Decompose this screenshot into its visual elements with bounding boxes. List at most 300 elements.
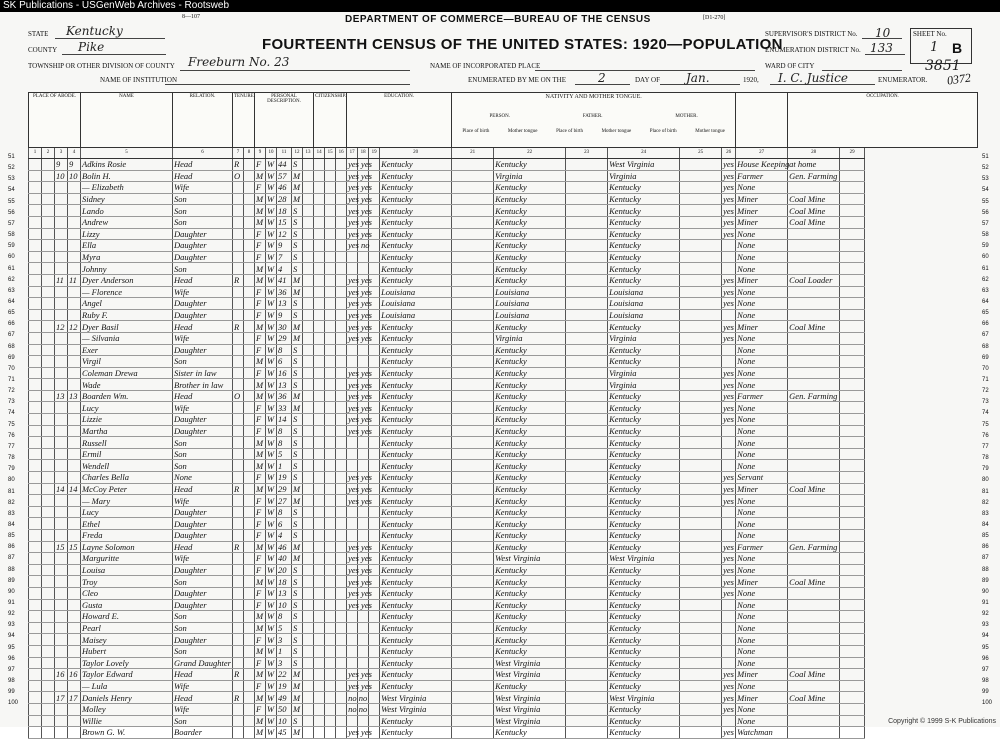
- cell-school: [336, 727, 347, 739]
- cell-name: Sidney: [81, 193, 173, 205]
- cell-natur: [314, 216, 325, 228]
- cell-race: W: [266, 390, 277, 402]
- cell-dwelling: [55, 599, 68, 611]
- cell-person-birth: Kentucky: [380, 622, 452, 634]
- cell-father-birth: Kentucky: [494, 483, 566, 495]
- sheet-label: SHEET No.: [913, 30, 947, 38]
- cell-occupation: None: [736, 553, 788, 565]
- column-number: 7: [233, 148, 244, 159]
- cell-natur-year: [325, 344, 336, 356]
- cell-sex: M: [255, 669, 266, 681]
- cell-class: [840, 240, 865, 252]
- cell-father-tongue: [566, 182, 608, 194]
- cell-tenure: R: [233, 483, 244, 495]
- cell-house: [42, 495, 55, 507]
- cell-name: Brown G. W.: [81, 727, 173, 739]
- cell-mortgage: [244, 587, 255, 599]
- cell-race: W: [266, 356, 277, 368]
- cell-occupation: House Keeping: [737, 159, 790, 170]
- cell-school: [336, 356, 347, 368]
- cell-industry: Gen. Farming: [788, 390, 840, 402]
- cell-street: [29, 414, 42, 426]
- cell-father-tongue: [566, 263, 608, 275]
- cell-age: 1: [277, 645, 292, 657]
- cell-immig: [303, 576, 314, 588]
- cell-name: Lucy: [81, 506, 173, 518]
- cell-read-write: [347, 506, 358, 518]
- cell-school: [336, 402, 347, 414]
- cell-street: [29, 703, 42, 715]
- cell-relation: Son: [173, 193, 233, 205]
- cell-house: [42, 379, 55, 391]
- cell-immig: [303, 472, 314, 484]
- cell-person-tongue: [452, 460, 494, 472]
- cell-person-tongue: [452, 622, 494, 634]
- cell-age: 1: [277, 460, 292, 472]
- cell-edu-a: [358, 611, 369, 623]
- cell-dwelling: [55, 657, 68, 669]
- cell-mother-tongue: [680, 344, 722, 356]
- cell-mother-tongue: [680, 645, 722, 657]
- cell-sex: F: [255, 159, 266, 171]
- cell-street: [29, 286, 42, 298]
- enumeration-value: 133: [870, 41, 893, 55]
- cell-mother-tongue: [680, 390, 722, 402]
- table-row: [29, 402, 978, 414]
- cell-immig: [303, 402, 314, 414]
- cell-edu-b: [369, 530, 380, 542]
- cell-school: [336, 622, 347, 634]
- cell-school: [336, 460, 347, 472]
- cell-person-tongue: [452, 251, 494, 263]
- cell-street: [29, 495, 42, 507]
- cell-marital: M: [292, 193, 303, 205]
- cell-tenure: [233, 715, 244, 727]
- cell-class: [840, 263, 865, 275]
- cell-marital: S: [292, 645, 303, 657]
- cell-occupation: Miner: [736, 669, 788, 681]
- cell-english: yes: [723, 286, 734, 297]
- cell-school: [336, 703, 347, 715]
- cell-relation: Daughter: [173, 425, 233, 437]
- line-number: 94: [8, 633, 15, 640]
- cell-occupation: Watchman: [736, 727, 788, 739]
- cell-marital: S: [292, 414, 303, 426]
- cell-mortgage: [244, 530, 255, 542]
- cell-father-tongue: [566, 274, 608, 286]
- form-code: [D1-270]: [703, 15, 726, 21]
- cell-marital: S: [292, 228, 303, 240]
- cell-natur: [314, 703, 325, 715]
- cell-mother-birth: Virginia: [608, 379, 680, 391]
- cell-sex: M: [255, 263, 266, 275]
- cell-class: [840, 541, 865, 553]
- sheet-value: 1: [930, 40, 939, 55]
- cell-person-birth: Kentucky: [380, 506, 452, 518]
- cell-age: 5: [277, 448, 292, 460]
- line-number: 64: [8, 298, 15, 305]
- cell-dwelling: [55, 367, 68, 379]
- cell-read-write: yes yes: [348, 170, 372, 181]
- cell-immig: [303, 309, 314, 321]
- cell-house: [42, 483, 55, 495]
- cell-marital: M: [292, 541, 303, 553]
- cell-race: W: [266, 216, 277, 228]
- cell-family: [68, 680, 81, 692]
- cell-family: [68, 530, 81, 542]
- cell-immig: [303, 622, 314, 634]
- table-row: [29, 216, 978, 228]
- cell-school: [336, 599, 347, 611]
- cell-industry: [788, 680, 840, 692]
- column-number: 27: [736, 148, 788, 159]
- cell-industry: [788, 657, 840, 669]
- cell-race: W: [266, 332, 277, 344]
- cell-age: 12: [277, 228, 292, 240]
- cell-mortgage: [244, 576, 255, 588]
- cell-family: 14: [68, 483, 81, 495]
- table-row: [29, 553, 978, 565]
- cell-house: [42, 356, 55, 368]
- cell-immig: [303, 193, 314, 205]
- cell-race: W: [266, 541, 277, 553]
- cell-immig: [303, 437, 314, 449]
- cell-mother-birth: Kentucky: [608, 321, 680, 333]
- cell-sex: M: [255, 356, 266, 368]
- cell-race: W: [266, 576, 277, 588]
- line-number: 86: [8, 544, 15, 551]
- cell-immig: [303, 251, 314, 263]
- line-number: 77: [982, 443, 989, 450]
- line-number: 59: [8, 243, 15, 250]
- column-number: 19: [369, 148, 380, 159]
- cell-street: [29, 472, 42, 484]
- cell-street: [29, 182, 42, 194]
- cell-school: [336, 576, 347, 588]
- cell-age: 29: [277, 483, 292, 495]
- cell-school: [336, 193, 347, 205]
- cell-street: [29, 460, 42, 472]
- cell-school: [336, 611, 347, 623]
- cell-natur: [314, 472, 325, 484]
- cell-edu-b: [369, 263, 380, 275]
- cell-read-write: [347, 715, 358, 727]
- cell-house: [42, 472, 55, 484]
- cell-street: [29, 240, 42, 252]
- cell-school: [336, 506, 347, 518]
- cell-family: [68, 657, 81, 669]
- cell-age: 27: [277, 495, 292, 507]
- cell-marital: S: [292, 599, 303, 611]
- cell-race: W: [266, 379, 277, 391]
- subhead-father: FATHER.: [582, 114, 603, 119]
- cell-age: 8: [277, 344, 292, 356]
- cell-english: yes: [723, 483, 734, 494]
- cell-school: [336, 309, 347, 321]
- cell-father-birth: Kentucky: [494, 356, 566, 368]
- cell-street: [29, 657, 42, 669]
- cell-mother-birth: Kentucky: [608, 356, 680, 368]
- cell-english: yes: [723, 194, 734, 205]
- cell-race: W: [266, 437, 277, 449]
- cell-name: Freda: [81, 530, 173, 542]
- cell-school: [336, 553, 347, 565]
- cell-class: [840, 321, 865, 333]
- cell-dwelling: [55, 216, 68, 228]
- cell-read-write: yes yes: [348, 576, 372, 587]
- cell-father-tongue: [566, 541, 608, 553]
- cell-family: [68, 622, 81, 634]
- cell-mother-tongue: [680, 727, 722, 739]
- cell-person-tongue: [452, 703, 494, 715]
- cell-dwelling: [55, 402, 68, 414]
- column-number: 12: [292, 148, 303, 159]
- cell-read-write: yes yes: [348, 391, 372, 402]
- cell-occupation: None: [736, 599, 788, 611]
- cell-dwelling: [55, 193, 68, 205]
- cell-edu-a: [358, 634, 369, 646]
- cell-natur: [314, 587, 325, 599]
- cell-class: [840, 182, 865, 194]
- cell-mother-tongue: [680, 425, 722, 437]
- cell-school: [336, 472, 347, 484]
- cell-edu-a: [358, 506, 369, 518]
- cell-occupation: None: [736, 564, 788, 576]
- cell-dwelling: [55, 437, 68, 449]
- cell-english: yes: [723, 472, 734, 483]
- line-number: 62: [8, 276, 15, 283]
- cell-natur-year: [325, 495, 336, 507]
- cell-mortgage: [244, 414, 255, 426]
- cell-immig: [303, 680, 314, 692]
- cell-mother-tongue: [680, 193, 722, 205]
- cell-occupation: None: [736, 367, 788, 379]
- cell-house: [42, 553, 55, 565]
- cell-mother-tongue: [680, 379, 722, 391]
- cell-mother-tongue: [680, 495, 722, 507]
- cell-industry: [788, 703, 840, 715]
- cell-mother-tongue: [680, 553, 722, 565]
- cell-tenure: [233, 205, 244, 217]
- table-row: [29, 541, 978, 553]
- cell-class: [840, 657, 865, 669]
- cell-immig: [303, 298, 314, 310]
- cell-edu-a: [358, 356, 369, 368]
- cell-natur: [314, 495, 325, 507]
- cell-immig: [303, 274, 314, 286]
- table-row: [29, 414, 978, 426]
- cell-marital: M: [292, 182, 303, 194]
- column-number: 26: [722, 148, 736, 159]
- cell-father-tongue: [566, 727, 608, 739]
- col-english: [736, 93, 788, 148]
- cell-relation: Son: [173, 216, 233, 228]
- table-row: [29, 518, 978, 530]
- cell-father-tongue: [566, 703, 608, 715]
- cell-mother-tongue: [680, 251, 722, 263]
- cell-name: Wade: [81, 379, 173, 391]
- cell-mother-tongue: [680, 472, 722, 484]
- cell-tenure: [233, 379, 244, 391]
- col-place-of-abode: PLACE OF ABODE.: [29, 93, 81, 148]
- cell-immig: [303, 553, 314, 565]
- cell-street: [29, 715, 42, 727]
- cell-natur: [314, 402, 325, 414]
- cell-family: [68, 553, 81, 565]
- cell-race: W: [266, 634, 277, 646]
- cell-class: [840, 483, 865, 495]
- cell-mother-birth: Kentucky: [608, 703, 680, 715]
- table-row: [29, 356, 978, 368]
- cell-house: [42, 437, 55, 449]
- cell-read-write: yes yes: [348, 286, 372, 297]
- cell-sex: F: [255, 414, 266, 426]
- cell-person-birth: Kentucky: [380, 715, 452, 727]
- cell-read-write: yes yes: [348, 159, 372, 170]
- cell-tenure: [233, 448, 244, 460]
- cell-dwelling: [55, 205, 68, 217]
- cell-father-tongue: [566, 472, 608, 484]
- line-number: 53: [8, 176, 15, 183]
- cell-race: W: [266, 495, 277, 507]
- cell-father-tongue: [566, 553, 608, 565]
- cell-family: [68, 703, 81, 715]
- cell-dwelling: [55, 298, 68, 310]
- cell-mother-birth: Kentucky: [608, 506, 680, 518]
- cell-school: [336, 715, 347, 727]
- cell-read-write: yes yes: [348, 588, 372, 599]
- cell-father-tongue: [566, 448, 608, 460]
- cell-father-birth: Kentucky: [494, 263, 566, 275]
- cell-natur-year: [325, 645, 336, 657]
- cell-natur: [314, 657, 325, 669]
- cell-age: 15: [277, 216, 292, 228]
- line-number: 62: [982, 276, 989, 283]
- cell-name: Dyer Basil: [81, 321, 173, 333]
- cell-immig: [303, 715, 314, 727]
- table-row: [29, 321, 978, 333]
- column-number: 15: [325, 148, 336, 159]
- cell-school: [336, 541, 347, 553]
- cell-natur-year: [325, 541, 336, 553]
- cell-street: [29, 680, 42, 692]
- cell-person-birth: Kentucky: [380, 553, 452, 565]
- cell-person-birth: West Virginia: [380, 703, 452, 715]
- cell-person-tongue: [452, 715, 494, 727]
- cell-industry: Coal Mine: [788, 193, 840, 205]
- cell-house: [42, 645, 55, 657]
- cell-family: 16: [68, 669, 81, 681]
- cell-english: [722, 240, 736, 252]
- table-row: [29, 274, 978, 286]
- cell-industry: [788, 332, 840, 344]
- cell-industry: [788, 402, 840, 414]
- cell-sex: F: [255, 425, 266, 437]
- cell-marital: S: [292, 506, 303, 518]
- cell-relation: Daughter: [173, 634, 233, 646]
- cell-family: [68, 645, 81, 657]
- cell-person-tongue: [452, 170, 494, 182]
- cell-industry: [788, 645, 840, 657]
- cell-natur-year: [325, 414, 336, 426]
- cell-mother-birth: Kentucky: [608, 414, 680, 426]
- cell-person-birth: Kentucky: [380, 263, 452, 275]
- table-row: [29, 390, 978, 402]
- cell-street: [29, 541, 42, 553]
- cell-immig: [303, 390, 314, 402]
- table-row: [29, 715, 978, 727]
- cell-read-write: yes yes: [348, 182, 372, 193]
- cell-father-birth: Kentucky: [494, 576, 566, 588]
- cell-person-tongue: [452, 402, 494, 414]
- cell-mother-tongue: [680, 437, 722, 449]
- cell-person-birth: Kentucky: [380, 332, 452, 344]
- table-row: [29, 182, 978, 194]
- cell-sex: M: [255, 611, 266, 623]
- cell-occupation: Miner: [736, 274, 788, 286]
- cell-class: [840, 216, 865, 228]
- cell-person-tongue: [452, 669, 494, 681]
- cell-father-tongue: [566, 460, 608, 472]
- cell-street: [29, 251, 42, 263]
- enumerator-value: I. C. Justice: [778, 71, 848, 85]
- cell-marital: S: [292, 425, 303, 437]
- cell-mother-tongue: [680, 356, 722, 368]
- cell-mortgage: [244, 703, 255, 715]
- cell-edu-b: [369, 692, 380, 704]
- cell-name: Louisa: [81, 564, 173, 576]
- cell-natur: [314, 576, 325, 588]
- cell-mother-tongue: [680, 715, 722, 727]
- cell-name: Ethel: [81, 518, 173, 530]
- cell-read-write: yes yes: [348, 565, 372, 576]
- cell-natur-year: [325, 182, 336, 194]
- line-number: 94: [982, 633, 989, 640]
- cell-age: 28: [277, 193, 292, 205]
- cell-street: [29, 622, 42, 634]
- cell-natur: [314, 425, 325, 437]
- cell-tenure: [233, 251, 244, 263]
- cell-relation: Wife: [173, 703, 233, 715]
- cell-race: W: [266, 622, 277, 634]
- cell-mother-birth: Louisiana: [608, 286, 680, 298]
- cell-father-tongue: [566, 483, 608, 495]
- cell-relation: Son: [173, 645, 233, 657]
- cell-father-birth: Kentucky: [494, 216, 566, 228]
- line-number: 55: [8, 198, 15, 205]
- cell-mother-birth: Kentucky: [608, 448, 680, 460]
- cell-father-tongue: [566, 669, 608, 681]
- cell-person-birth: Kentucky: [380, 414, 452, 426]
- cell-father-tongue: [566, 587, 608, 599]
- cell-person-tongue: [452, 182, 494, 194]
- cell-person-birth: Kentucky: [380, 228, 452, 240]
- cell-marital: S: [292, 437, 303, 449]
- cell-father-birth: Kentucky: [494, 240, 566, 252]
- cell-sex: M: [255, 274, 266, 286]
- cell-house: [42, 425, 55, 437]
- cell-person-birth: Kentucky: [380, 379, 452, 391]
- cell-class: [840, 553, 865, 565]
- cell-school: [336, 634, 347, 646]
- cell-race: W: [266, 240, 277, 252]
- cell-industry: [788, 518, 840, 530]
- cell-sex: F: [255, 332, 266, 344]
- cell-class: [840, 251, 865, 263]
- cell-immig: [303, 414, 314, 426]
- cell-immig: [303, 170, 314, 182]
- cell-marital: S: [292, 518, 303, 530]
